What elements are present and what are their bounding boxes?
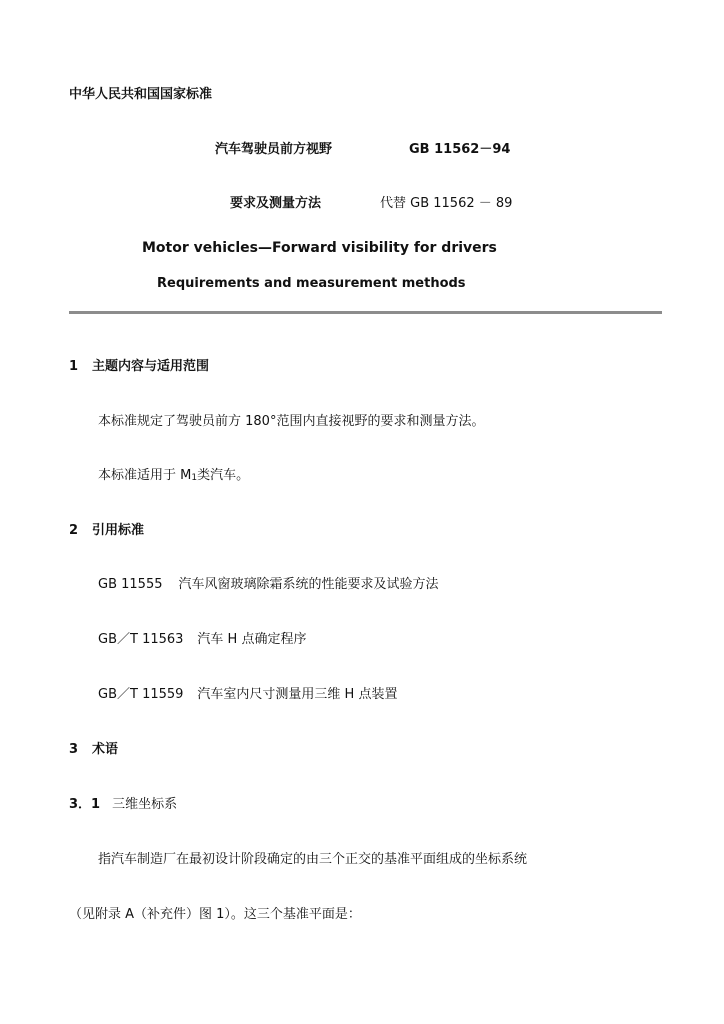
- text-run: 类汽车。: [197, 468, 250, 483]
- section-2-heading: [69, 524, 144, 537]
- reference-name: 汽车 H 点确定程序: [197, 632, 307, 647]
- reference-item: [98, 633, 306, 646]
- reference-code: GB／T 11559: [98, 687, 184, 702]
- reference-name: 汽车风窗玻璃除霜系统的性能要求及试验方法: [178, 577, 439, 592]
- section-1-paragraph-1: 本标准规定了驾驶员前方 180°范围内直接视野的要求和测量方法。: [98, 414, 485, 429]
- issuing-body: 中华人民共和国国家标准: [69, 87, 213, 102]
- section-number: 2: [69, 523, 79, 538]
- section-3-paragraph-2: （见附录 A（补充件）图 1）。这三个基准平面是：: [69, 907, 361, 922]
- title-cn-line2: 要求及测量方法: [230, 196, 322, 211]
- standard-number: GB 11562－94: [409, 142, 511, 157]
- reference-code: GB／T 11563: [98, 632, 184, 647]
- section-1-paragraph-2: [98, 469, 249, 483]
- reference-code: GB 11555: [98, 577, 163, 592]
- text-run: 本标准适用于 M: [98, 468, 192, 483]
- reference-name: 汽车室内尺寸测量用三维 H 点装置: [197, 687, 398, 702]
- header-divider: [69, 311, 662, 314]
- section-number: 1: [69, 359, 79, 374]
- title-cn-line1: 汽车驾驶员前方视野: [215, 142, 333, 157]
- section-title: 主题内容与适用范围: [92, 359, 210, 374]
- section-number: 3: [69, 742, 79, 757]
- section-3-heading: [69, 743, 118, 756]
- reference-item: [98, 688, 397, 701]
- subsection-title: 三维坐标系: [112, 797, 178, 812]
- replaces-note: 代替 GB 11562 － 89: [380, 196, 513, 211]
- subscript: 1: [191, 473, 198, 483]
- section-title: 术语: [92, 742, 119, 757]
- title-en-line2: Requirements and measurement methods: [157, 276, 466, 291]
- subsection-number: 3．1: [69, 797, 101, 812]
- section-1-heading: [69, 360, 209, 373]
- title-en-line1: Motor vehicles—Forward visibility for drivers: [142, 240, 497, 256]
- subsection-3-1-heading: [69, 798, 177, 811]
- section-title: 引用标准: [92, 523, 145, 538]
- section-3-paragraph-1: 指汽车制造厂在最初设计阶段确定的由三个正交的基准平面组成的坐标系统: [98, 852, 528, 867]
- reference-item: [98, 578, 439, 591]
